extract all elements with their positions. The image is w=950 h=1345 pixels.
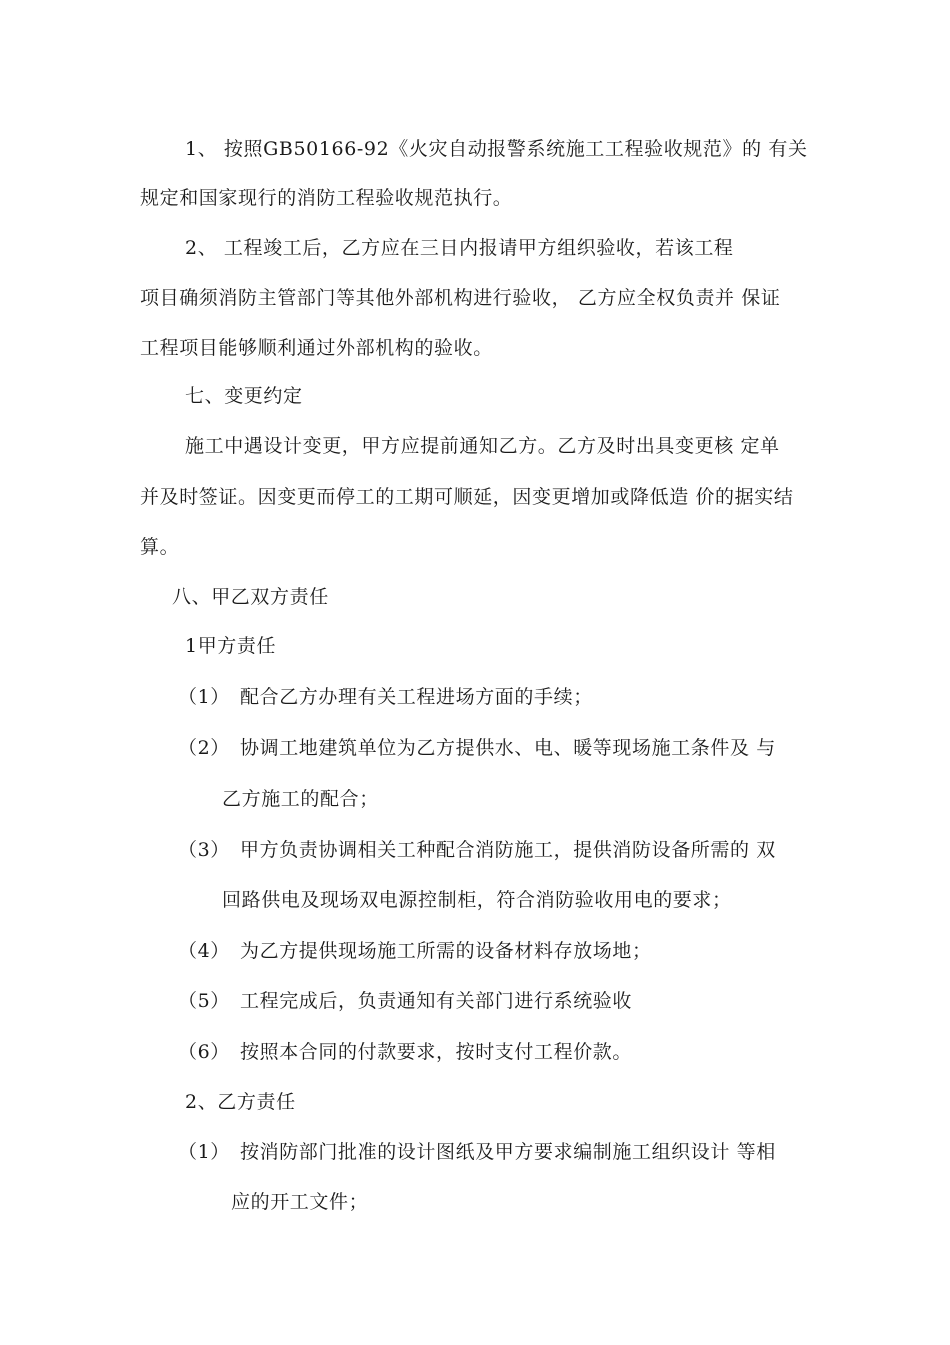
- item-number: （4）: [178, 940, 230, 962]
- item-text: 工程完成后，负责通知有关部门进行系统验收: [240, 990, 633, 1012]
- item-2-line-2: 项目确须消防主管部门等其他外部机构进行验收， 乙方应全权负责并 保证: [140, 287, 781, 309]
- party-b-item-1: [178, 1140, 776, 1164]
- item-text: 甲方负责协调相关工种配合消防施工，提供消防设备所需的 双: [240, 839, 776, 861]
- item-text: 按照本合同的付款要求，按时支付工程价款。: [240, 1041, 633, 1063]
- item-number: （1）: [178, 686, 230, 708]
- party-a-item-1: [178, 685, 593, 709]
- section-7-heading: 七、变更约定: [185, 385, 303, 407]
- item-text: 为乙方提供现场施工所需的设备材料存放场地；: [240, 940, 652, 962]
- item-text: 配合乙方办理有关工程进场方面的手续；: [240, 686, 593, 708]
- item-number: （2）: [178, 737, 230, 759]
- party-b-item-1-continuation: 应的开工文件；: [231, 1191, 369, 1213]
- party-a-item-3-continuation: 回路供电及现场双电源控制柜，符合消防验收用电的要求；: [222, 889, 732, 911]
- item-1-line-1: 1、 按照GB50166-92《火灾自动报警系统施工工程验收规范》的 有关: [185, 138, 808, 160]
- section-8-heading: 八、甲乙双方责任: [172, 586, 329, 608]
- party-b-heading: 2、乙方责任: [185, 1091, 296, 1113]
- item-number: （6）: [178, 1041, 230, 1063]
- item-number: （5）: [178, 990, 230, 1012]
- item-text: 协调工地建筑单位为乙方提供水、电、暖等现场施工条件及 与: [240, 737, 776, 759]
- item-number: （1）: [178, 1141, 230, 1163]
- section-7-paragraph-line-3: 算。: [140, 536, 180, 558]
- item-text: 按消防部门批准的设计图纸及甲方要求编制施工组织设计 等相: [240, 1141, 776, 1163]
- party-a-item-2: [178, 736, 776, 760]
- item-1-line-2: 规定和国家现行的消防工程验收规范执行。: [140, 187, 513, 209]
- party-a-item-5: [178, 989, 632, 1013]
- item-2-line-3: 工程项目能够顺利通过外部机构的验收。: [140, 337, 493, 359]
- item-2-line-1: 2、 工程竣工后，乙方应在三日内报请甲方组织验收，若该工程: [185, 237, 734, 259]
- party-a-heading: 1甲方责任: [185, 635, 277, 657]
- party-a-item-3: [178, 838, 776, 862]
- party-a-item-4: [178, 939, 652, 963]
- item-number: （3）: [178, 839, 230, 861]
- party-a-item-2-continuation: 乙方施工的配合；: [222, 788, 379, 810]
- section-7-paragraph-line-2: 并及时签证。因变更而停工的工期可顺延，因变更增加或降低造 价的据实结: [140, 486, 794, 508]
- section-7-paragraph-line-1: 施工中遇设计变更，甲方应提前通知乙方。乙方及时出具变更核 定单: [185, 435, 780, 457]
- party-a-item-6: [178, 1040, 632, 1064]
